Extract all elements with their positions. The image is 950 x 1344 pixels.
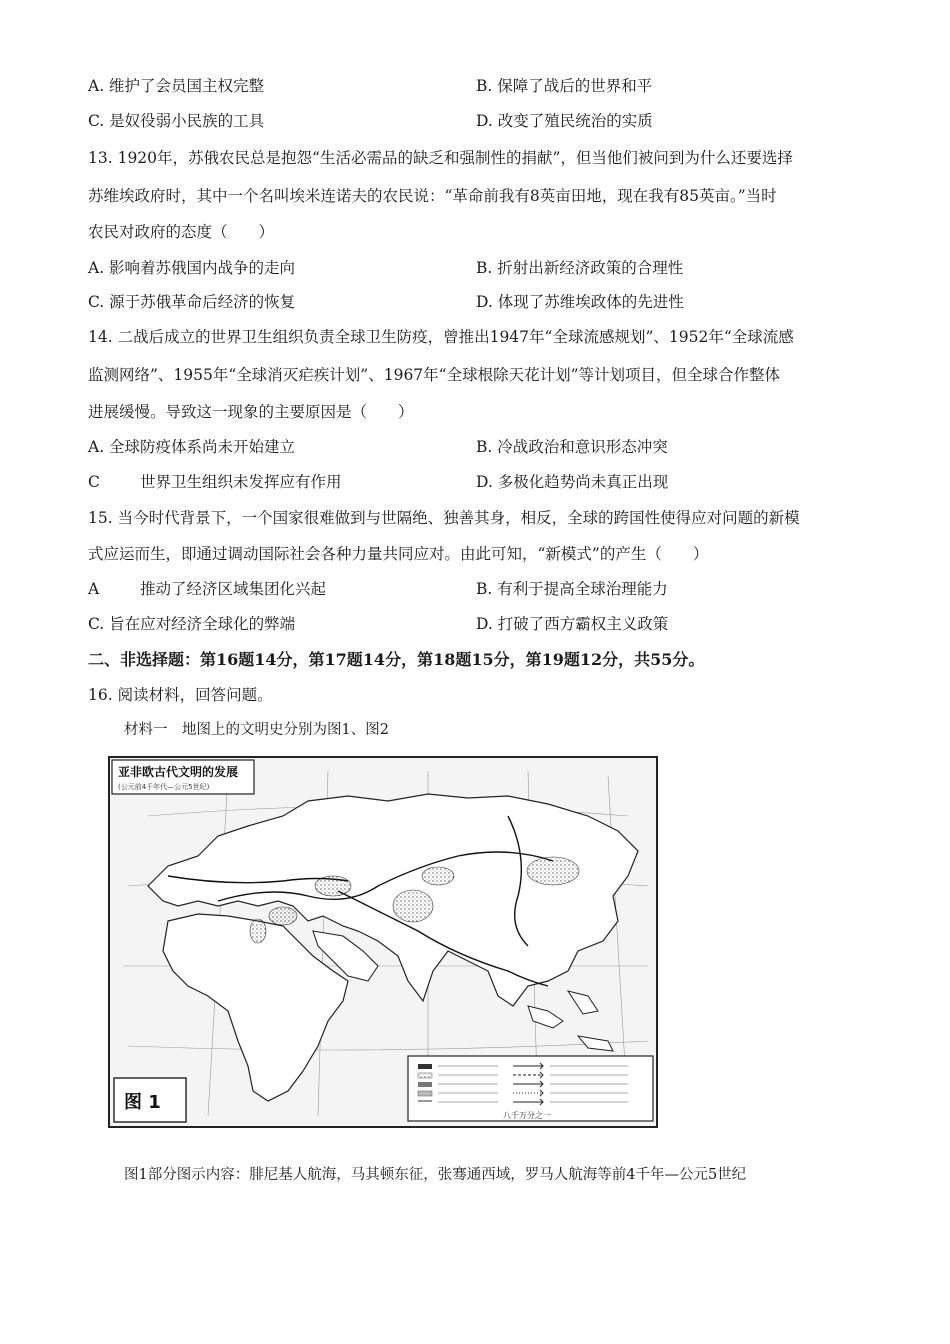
q14-option-b: B. 冷战政治和意识形态冲突	[476, 438, 668, 456]
section-2-heading: 二、非选择题：第16题14分，第17题14分，第18题15分，第19题12分，共55分。	[88, 650, 705, 669]
map-figure-1	[108, 756, 658, 1128]
q15-stem-line-2: 式应运而生，即通过调动国际社会各种力量共同应对。由此可知，“新模式”的产生（ ）	[88, 545, 709, 563]
q13-option-d: D. 体现了苏维埃政体的先进性	[476, 293, 684, 311]
q15-stem-line-1: 15. 当今时代背景下，一个国家很难做到与世隔绝、独善其身，相反，全球的跨国性使得应对问题的新模	[88, 509, 800, 527]
q14-option-c-letter: C	[88, 473, 100, 491]
q16-material-title: 材料一 地图上的文明史分别为图1、图2	[124, 722, 389, 738]
q15-option-c: C. 旨在应对经济全球化的弊端	[88, 615, 296, 633]
figure-label: 图 1	[124, 1092, 161, 1113]
q13-stem-line-2: 苏维埃政府时，其中一个名叫埃米连诺夫的农民说：“革命前我有8英亩田地，现在我有85英亩。”当时	[88, 187, 777, 205]
q12-option-b: B. 保障了战后的世界和平	[476, 77, 653, 95]
q13-option-c: C. 源于苏俄革命后经济的恢复	[88, 293, 296, 311]
map-image	[108, 756, 658, 1128]
q14-option-c-text: 世界卫生组织未发挥应有作用	[140, 473, 342, 491]
q14-stem-line-3: 进展缓慢。导致这一现象的主要原因是（ ）	[88, 403, 414, 421]
q16-intro: 16. 阅读材料，回答问题。	[88, 686, 273, 704]
q13-option-a: A. 影响着苏俄国内战争的走向	[88, 259, 296, 277]
q15-option-a-text: 推动了经济区域集团化兴起	[140, 580, 327, 598]
q13-stem-line-3: 农民对政府的态度（ ）	[88, 223, 275, 241]
map-title: 亚非欧古代文明的发展	[118, 765, 239, 779]
map-scale-note: 八千万分之一	[503, 1111, 551, 1120]
q13-stem-line-1: 13. 1920年，苏俄农民总是抱怨“生活必需品的缺乏和强制性的捐献”，但当他们被问到为什么还要选择	[88, 149, 793, 167]
q16-map-caption: 图1部分图示内容：腓尼基人航海，马其顿东征，张骞通西域，罗马人航海等前4千年—公元5世纪	[124, 1167, 747, 1183]
map-subtitle: (公元前4千年代—公元5世纪)	[118, 783, 210, 791]
q13-option-b: B. 折射出新经济政策的合理性	[476, 259, 684, 277]
q14-stem-line-1: 14. 二战后成立的世界卫生组织负责全球卫生防疫，曾推出1947年“全球流感规划”、1952年“全球流感	[88, 328, 794, 346]
q12-option-c: C. 是奴役弱小民族的工具	[88, 112, 265, 130]
q12-option-a: A. 维护了会员国主权完整	[88, 77, 265, 95]
q15-option-b: B. 有利于提高全球治理能力	[476, 580, 668, 598]
q12-option-d: D. 改变了殖民统治的实质	[476, 112, 653, 130]
q15-option-d: D. 打破了西方霸权主义政策	[476, 615, 669, 633]
q14-option-d: D. 多极化趋势尚未真正出现	[476, 473, 669, 491]
q15-option-a-letter: A	[88, 580, 100, 598]
q14-option-a: A. 全球防疫体系尚未开始建立	[88, 438, 296, 456]
q14-stem-line-2: 监测网络”、1955年“全球消灭疟疾计划”、1967年“全球根除天花计划”等计划项目，但全球合作整体	[88, 366, 781, 384]
